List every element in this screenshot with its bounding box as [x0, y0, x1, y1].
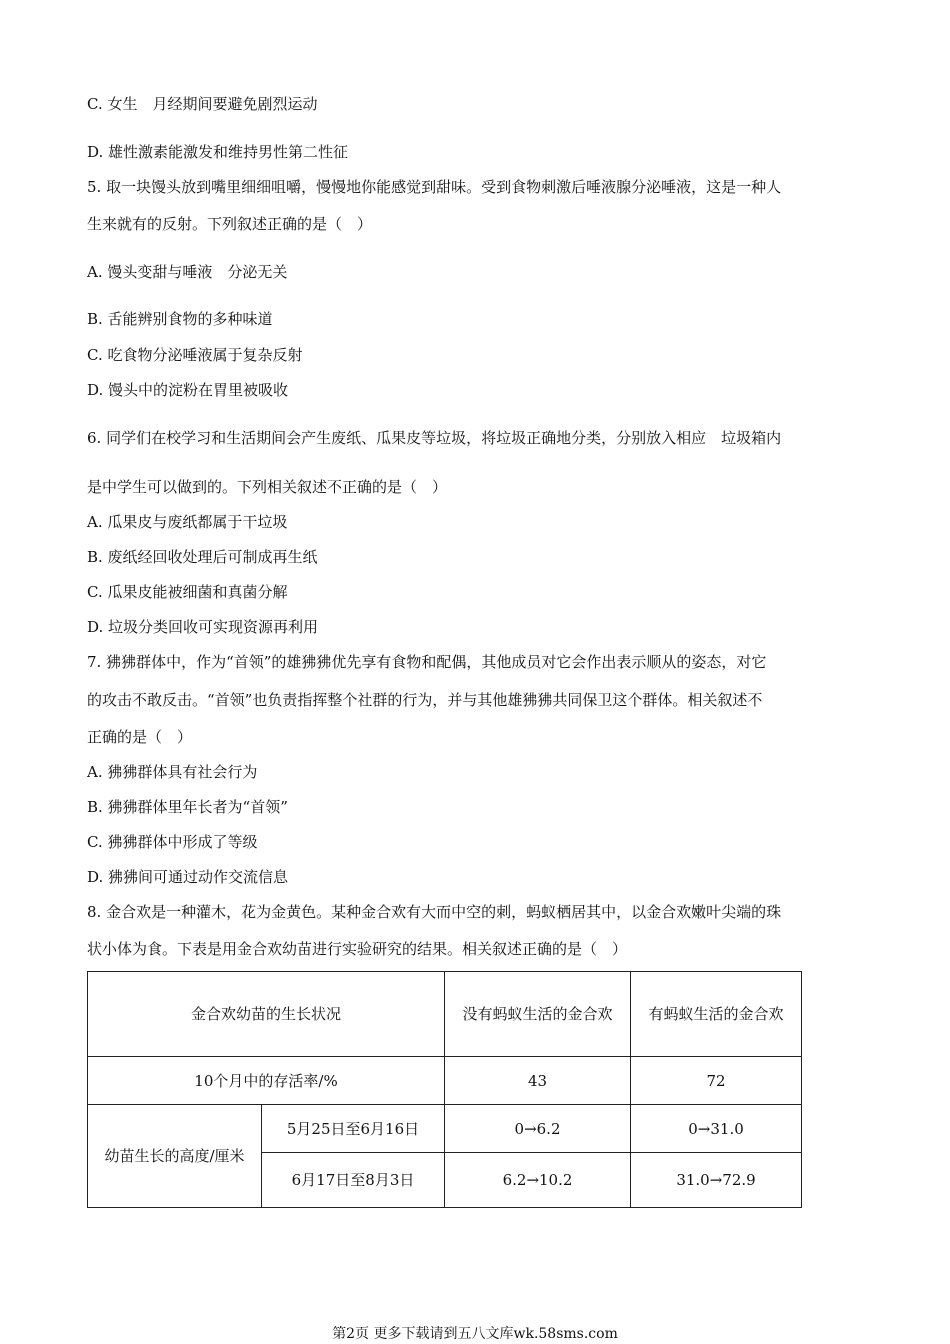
option-a-q7: A. 狒狒群体具有社会行为 [87, 763, 258, 781]
option-a-q6: A. 瓜果皮与废纸都属于干垃圾 [87, 513, 288, 531]
option-d-q6: D. 垃圾分类回收可实现资源再利用 [87, 618, 319, 636]
question-7-line-3: 正确的是（ ） [87, 728, 193, 746]
header-without-ants: 没有蚂蚁生活的金合欢 [445, 972, 631, 1057]
survival-without-ants: 43 [445, 1057, 631, 1105]
header-growth-status: 金合欢幼苗的生长状况 [88, 972, 445, 1057]
period-cell: 6月17日至8月3日 [262, 1153, 445, 1208]
question-5-line-1: 5. 取一块馒头放到嘴里细细咀嚼，慢慢地你能感觉到甜味。受到食物刺激后唾液腺分泌唾液，这是一种人 [87, 178, 782, 196]
option-b-q6: B. 废纸经回收处理后可制成再生纸 [87, 548, 318, 566]
option-d-q5: D. 馒头中的淀粉在胃里被吸收 [87, 381, 289, 399]
height-with-ants: 31.0→72.9 [631, 1153, 802, 1208]
period-cell: 5月25日至6月16日 [262, 1105, 445, 1153]
question-6-line-1: 6. 同学们在校学习和生活期间会产生废纸、瓜果皮等垃圾，将垃圾正确地分类，分别放入相应 垃圾箱内 [87, 429, 782, 447]
option-d-q4: D. 雄性激素能激发和维持男性第二性征 [87, 143, 349, 161]
height-label: 幼苗生长的高度/厘米 [88, 1105, 262, 1208]
height-without-ants: 0→6.2 [445, 1105, 631, 1153]
option-c-q6: C. 瓜果皮能被细菌和真菌分解 [87, 583, 288, 601]
option-c-q5: C. 吃食物分泌唾液属于复杂反射 [87, 346, 303, 364]
table-header-row [88, 972, 802, 1057]
experiment-table [87, 971, 802, 1208]
height-without-ants: 6.2→10.2 [445, 1153, 631, 1208]
question-7-line-1: 7. 狒狒群体中，作为“首领”的雄狒狒优先享有食物和配偶，其他成员对它会作出表示顺从的姿态，对它 [87, 653, 767, 671]
option-b-q7: B. 狒狒群体里年长者为“首领” [87, 798, 288, 816]
option-c-q4: C. 女生 月经期间要避免剧烈运动 [87, 95, 318, 113]
table-row [88, 1057, 802, 1105]
option-d-q7: D. 狒狒间可通过动作交流信息 [87, 868, 289, 886]
option-c-q7: C. 狒狒群体中形成了等级 [87, 833, 258, 851]
table-row [88, 1105, 802, 1153]
page-footer: 第2页 更多下载请到五八文库wk.58sms.com [332, 1326, 618, 1342]
question-7-line-2: 的攻击不敢反击。“首领”也负责指挥整个社群的行为，并与其他雄狒狒共同保卫这个群体。相关叙述不 [87, 691, 763, 709]
question-6-line-2: 是中学生可以做到的。下列相关叙述不正确的是（ ） [87, 478, 448, 496]
option-b-q5: B. 舌能辨别食物的多种味道 [87, 310, 273, 328]
question-8-line-2: 状小体为食。下表是用金合欢幼苗进行实验研究的结果。相关叙述正确的是（ ） [87, 940, 628, 958]
survival-with-ants: 72 [631, 1057, 802, 1105]
survival-label: 10个月中的存活率/% [88, 1057, 445, 1105]
question-5-line-2: 生来就有的反射。下列叙述正确的是（ ） [87, 215, 373, 233]
option-a-q5: A. 馒头变甜与唾液 分泌无关 [87, 263, 288, 281]
height-with-ants: 0→31.0 [631, 1105, 802, 1153]
question-8-line-1: 8. 金合欢是一种灌木，花为金黄色。某种金合欢有大而中空的刺，蚂蚁栖居其中，以金合欢嫩叶尖端的珠 [87, 903, 782, 921]
header-with-ants: 有蚂蚁生活的金合欢 [631, 972, 802, 1057]
